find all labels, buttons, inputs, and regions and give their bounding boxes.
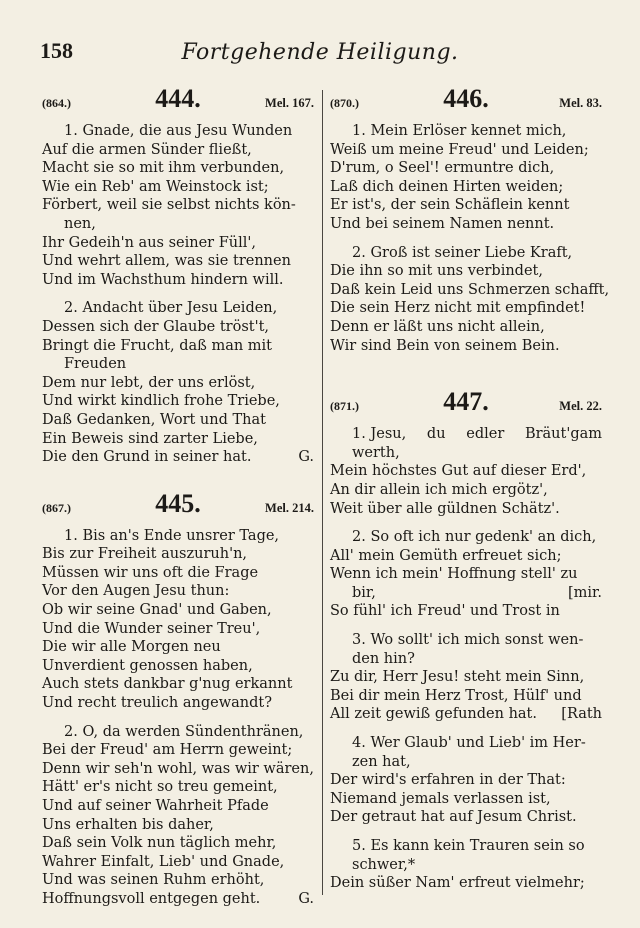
verse-word: 1. Jesu, bbox=[352, 426, 407, 443]
verse-line: All' mein Gemüth erfreuet sich; bbox=[330, 547, 562, 564]
verse-line: Auf die armen Sünder fließt, bbox=[42, 141, 252, 158]
verse-line: Wir sind Bein von seinem Bein. bbox=[330, 337, 560, 354]
verse-line: 5. Es kann kein Trauren sein so bbox=[352, 838, 585, 854]
hymn-header bbox=[330, 84, 602, 120]
verse-line: Förbert, weil sie selbst nichts kön- bbox=[42, 197, 296, 214]
verse-line: Bis zur Freiheit auszuruh'n, bbox=[42, 546, 248, 563]
left-column bbox=[42, 84, 314, 909]
hymn-447 bbox=[330, 387, 602, 893]
verse-line: 2. Groß ist seiner Liebe Kraft, bbox=[352, 244, 573, 261]
verse-line: Und auf seiner Wahrheit Pfade bbox=[42, 798, 269, 814]
hymn-444 bbox=[42, 84, 314, 467]
verse-line: All zeit gewiß gefunden hat. bbox=[330, 706, 537, 723]
verse-line: Bringt die Frucht, daß man mit bbox=[42, 337, 273, 354]
verse-line: Freuden bbox=[64, 356, 127, 373]
verse-word: Bräut'gam bbox=[524, 426, 602, 443]
verse-line: Wahrer Einfalt, Lieb' und Gnade, bbox=[42, 853, 285, 870]
melody-reference: Mel. 167. bbox=[265, 96, 314, 110]
verse-line-justified bbox=[330, 425, 602, 444]
verse-line: Mein höchstes Gut auf dieser Erd', bbox=[330, 463, 587, 480]
verse-line: Vor den Augen Jesu thun: bbox=[42, 583, 230, 600]
verse-line: zen hat, bbox=[352, 753, 411, 770]
page-number: 158 bbox=[40, 38, 73, 63]
verse-line: Denn er läßt uns nicht allein, bbox=[330, 318, 545, 335]
hymn-number: 445. bbox=[155, 488, 201, 518]
verse-line-carry bbox=[330, 705, 602, 724]
hymn-reference: (870.) bbox=[330, 96, 359, 110]
verse-line: Ob wir seine Gnad' und Gaben, bbox=[42, 602, 272, 619]
verse-line: Ihr Gedeih'n aus seiner Füll', bbox=[42, 234, 256, 251]
verse-line: Unverdient genossen haben, bbox=[42, 657, 253, 674]
hymn-number: 447. bbox=[443, 387, 489, 417]
carried-word: [mir. bbox=[568, 584, 602, 601]
author-initial: G. bbox=[298, 890, 314, 907]
verse-line: Die den Grund in seiner hat. bbox=[42, 449, 252, 466]
verse-line: Daß kein Leid uns Schmerzen schafft, bbox=[330, 281, 610, 298]
author-initial: G. bbox=[298, 449, 314, 466]
verse-line: Bei dir mein Herz Trost, Hülf' und bbox=[330, 687, 582, 704]
verse-line: Macht sie so mit ihm verbunden, bbox=[42, 160, 285, 177]
hymn-number: 444. bbox=[155, 84, 201, 113]
verse-line: Bei der Freud' am Herrn geweint; bbox=[42, 742, 293, 759]
verse-line: Niemand jemals verlassen ist, bbox=[330, 790, 551, 807]
verse-line: Und wehrt allem, was sie trennen bbox=[42, 253, 291, 270]
verse-line: Wie ein Reb' am Weinstock ist; bbox=[42, 178, 269, 195]
verse-line: 2. Andacht über Jesu Leiden, bbox=[64, 300, 278, 317]
verse-line: 2. So oft ich nur gedenk' an dich, bbox=[352, 529, 597, 546]
verse-line: Müssen wir uns oft die Frage bbox=[42, 564, 259, 581]
verse-line: Dem nur lebt, der uns erlöst, bbox=[42, 374, 256, 391]
verse-line: Laß dich deinen Hirten weiden; bbox=[330, 178, 564, 195]
hymn-445 bbox=[42, 489, 314, 909]
verse-line: Die ihn so mit uns verbindet, bbox=[330, 263, 543, 280]
melody-reference: Mel. 83. bbox=[559, 96, 602, 110]
verse-line: Die wir alle Morgen neu bbox=[42, 639, 221, 656]
melody-reference: Mel. 22. bbox=[559, 399, 602, 414]
hymn-reference: (867.) bbox=[42, 500, 71, 515]
verse-line: 3. Wo sollt' ich mich sonst wen- bbox=[352, 632, 584, 649]
verse-line: 1. Gnade, die aus Jesu Wunden bbox=[64, 123, 293, 139]
verse-word: edler bbox=[466, 426, 505, 443]
verse-line: Und recht treulich angewandt? bbox=[42, 695, 273, 712]
verse-line: Und im Wachsthum hindern will. bbox=[42, 271, 284, 288]
verse-line: Wenn ich mein' Hoffnung stell' zu bbox=[330, 566, 578, 583]
verse-line: Hätt' er's nicht so treu gemeint, bbox=[42, 779, 278, 796]
hymn-reference: (871.) bbox=[330, 399, 359, 414]
hymn-header bbox=[42, 489, 314, 525]
verse-line: So fühl' ich Freud' und Trost in bbox=[330, 603, 560, 620]
verse-line: Dessen sich der Glaube tröst't, bbox=[42, 318, 270, 335]
verse-line: Und wirkt kindlich frohe Triebe, bbox=[42, 393, 280, 410]
verse-line-carry bbox=[330, 584, 602, 603]
verse-line: Und die Wunder seiner Treu', bbox=[42, 620, 261, 637]
verse-line: Und was seinen Ruhm erhöht, bbox=[42, 872, 265, 889]
verse-line: Auch stets dankbar g'nug erkannt bbox=[42, 676, 293, 693]
hymn-number: 446. bbox=[443, 84, 489, 113]
verse-line: 1. Bis an's Ende unsrer Tage, bbox=[64, 527, 280, 544]
verse-line: Hoffnungsvoll entgegen geht. bbox=[42, 890, 261, 907]
verse-line: Der wird's erfahren in der That: bbox=[330, 772, 566, 789]
hymn-reference: (864.) bbox=[42, 96, 71, 110]
verse-line: 2. O, da werden Sündenthränen, bbox=[64, 723, 304, 740]
verse-line: nen, bbox=[64, 215, 96, 232]
melody-reference: Mel. 214. bbox=[265, 500, 314, 515]
verse-line: werth, bbox=[352, 444, 400, 461]
verse-line-signed bbox=[42, 448, 314, 467]
verse-line: Uns erhalten bis daher, bbox=[42, 816, 214, 833]
verse-line: Dein süßer Nam' erfreut vielmehr; bbox=[330, 875, 585, 892]
verse-line: Daß sein Volk nun täglich mehr, bbox=[42, 835, 277, 852]
verse-line: den hin? bbox=[352, 650, 415, 667]
verse-line: An dir allein ich mich ergötz', bbox=[330, 481, 548, 498]
verse-line: schwer,* bbox=[352, 856, 416, 873]
verse-line: Zu dir, Herr Jesu! steht mein Sinn, bbox=[330, 669, 585, 686]
verse-line: Denn wir seh'n wohl, was wir wären, bbox=[42, 760, 314, 777]
hymn-446 bbox=[330, 84, 610, 355]
verse-line: Die sein Herz nicht mit empfindet! bbox=[330, 300, 586, 317]
verse-line: Weit über alle güldnen Schätz'. bbox=[330, 500, 560, 517]
running-title: Fortgehende Heiligung. bbox=[181, 40, 459, 65]
verse-line: Der getraut hat auf Jesum Christ. bbox=[330, 809, 577, 826]
right-column bbox=[330, 84, 610, 893]
verse-line: Daß Gedanken, Wort und That bbox=[42, 411, 266, 428]
verse-line: D'rum, o Seel'! ermuntre dich, bbox=[330, 160, 555, 177]
verse-line: bir, bbox=[352, 584, 376, 601]
column-divider bbox=[322, 90, 323, 895]
hymn-header bbox=[42, 84, 314, 120]
hymn-header bbox=[330, 387, 602, 423]
verse-word: du bbox=[426, 426, 446, 443]
verse-line: Und bei seinem Namen nennt. bbox=[330, 215, 555, 232]
verse-line: Er ist's, der sein Schäflein kennt bbox=[330, 197, 570, 214]
verse-line: Weiß um meine Freud' und Leiden; bbox=[330, 141, 589, 158]
verse-line-signed bbox=[42, 890, 314, 909]
verse-line: 1. Mein Erlöser kennet mich, bbox=[352, 123, 567, 139]
carried-word: [Rath bbox=[561, 706, 602, 723]
verse-line: 4. Wer Glaub' und Lieb' im Her- bbox=[352, 735, 586, 752]
page-header bbox=[40, 38, 600, 72]
verse-line: Ein Beweis sind zarter Liebe, bbox=[42, 430, 258, 447]
